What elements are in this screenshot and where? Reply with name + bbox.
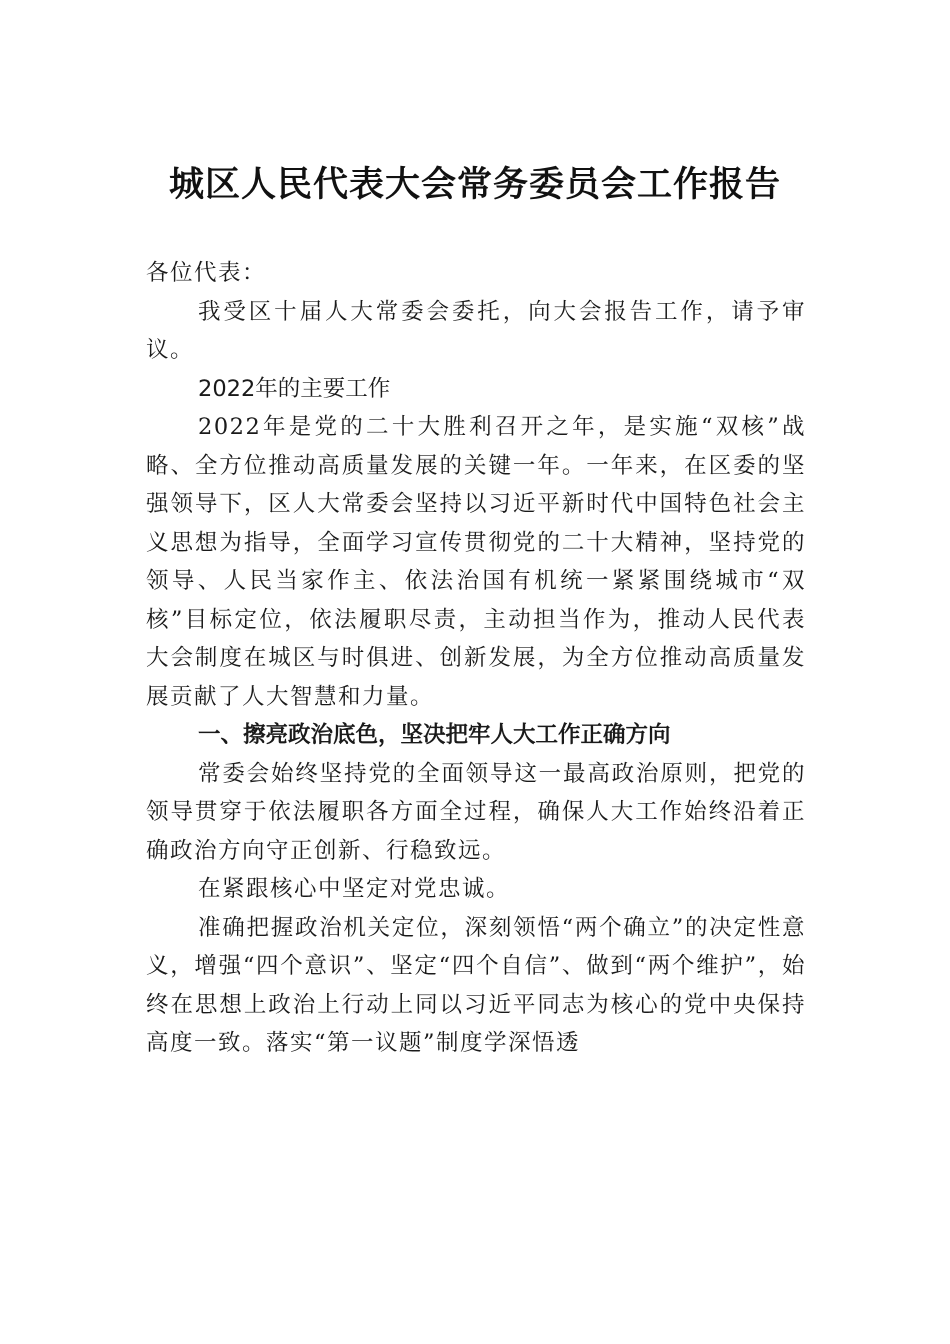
section-main-heading: 2022年的主要工作	[198, 375, 391, 402]
salutation: 各位代表：	[146, 260, 267, 286]
section-main-paragraph: 2022年是党的二十大胜利召开之年，是实施“双核”战略、全方位推动高质量发展的关键一年。一年来，在区委的坚强领导下，区人大常委会坚持以习近平新时代中国特色社会主义思想为指导，全面学习宣传贯彻党的二十大精神，坚持党的领导、人民当家作主、依法治国有机统一紧紧围绕城市“双核”目标定位，依法履职尽责，主动担当作为，推动人民代表大会制度在城区与时俱进、创新发展，为全方位推动高质量发展贡献了人大智慧和力量。	[146, 414, 806, 710]
document-title: 城区人民代表大会常务委员会工作报告	[168, 164, 781, 205]
subsection-1-paragraph: 准确把握政治机关定位，深刻领悟“两个确立”的决定性意义，增强“四个意识”、坚定“四个自信”、做到“两个维护”，始终在思想上政治上行动上同以习近平同志为核心的党中央保持高度一致。落实“第一议题”制度学深悟透	[146, 914, 806, 1056]
subsection-1-heading: 在紧跟核心中坚定对党忠诚。	[198, 876, 511, 902]
section-1-heading: 一、擦亮政治底色，坚决把牢人大工作正确方向	[198, 722, 671, 748]
section-1-paragraph: 常委会始终坚持党的全面领导这一最高政治原则，把党的领导贯穿于依法履职各方面全过程，确保人大工作始终沿着正确政治方向守正创新、行稳致远。	[146, 760, 806, 864]
intro-paragraph: 我受区十届人大常委会委托，向大会报告工作，请予审议。	[146, 298, 806, 363]
document-body	[146, 254, 806, 1063]
